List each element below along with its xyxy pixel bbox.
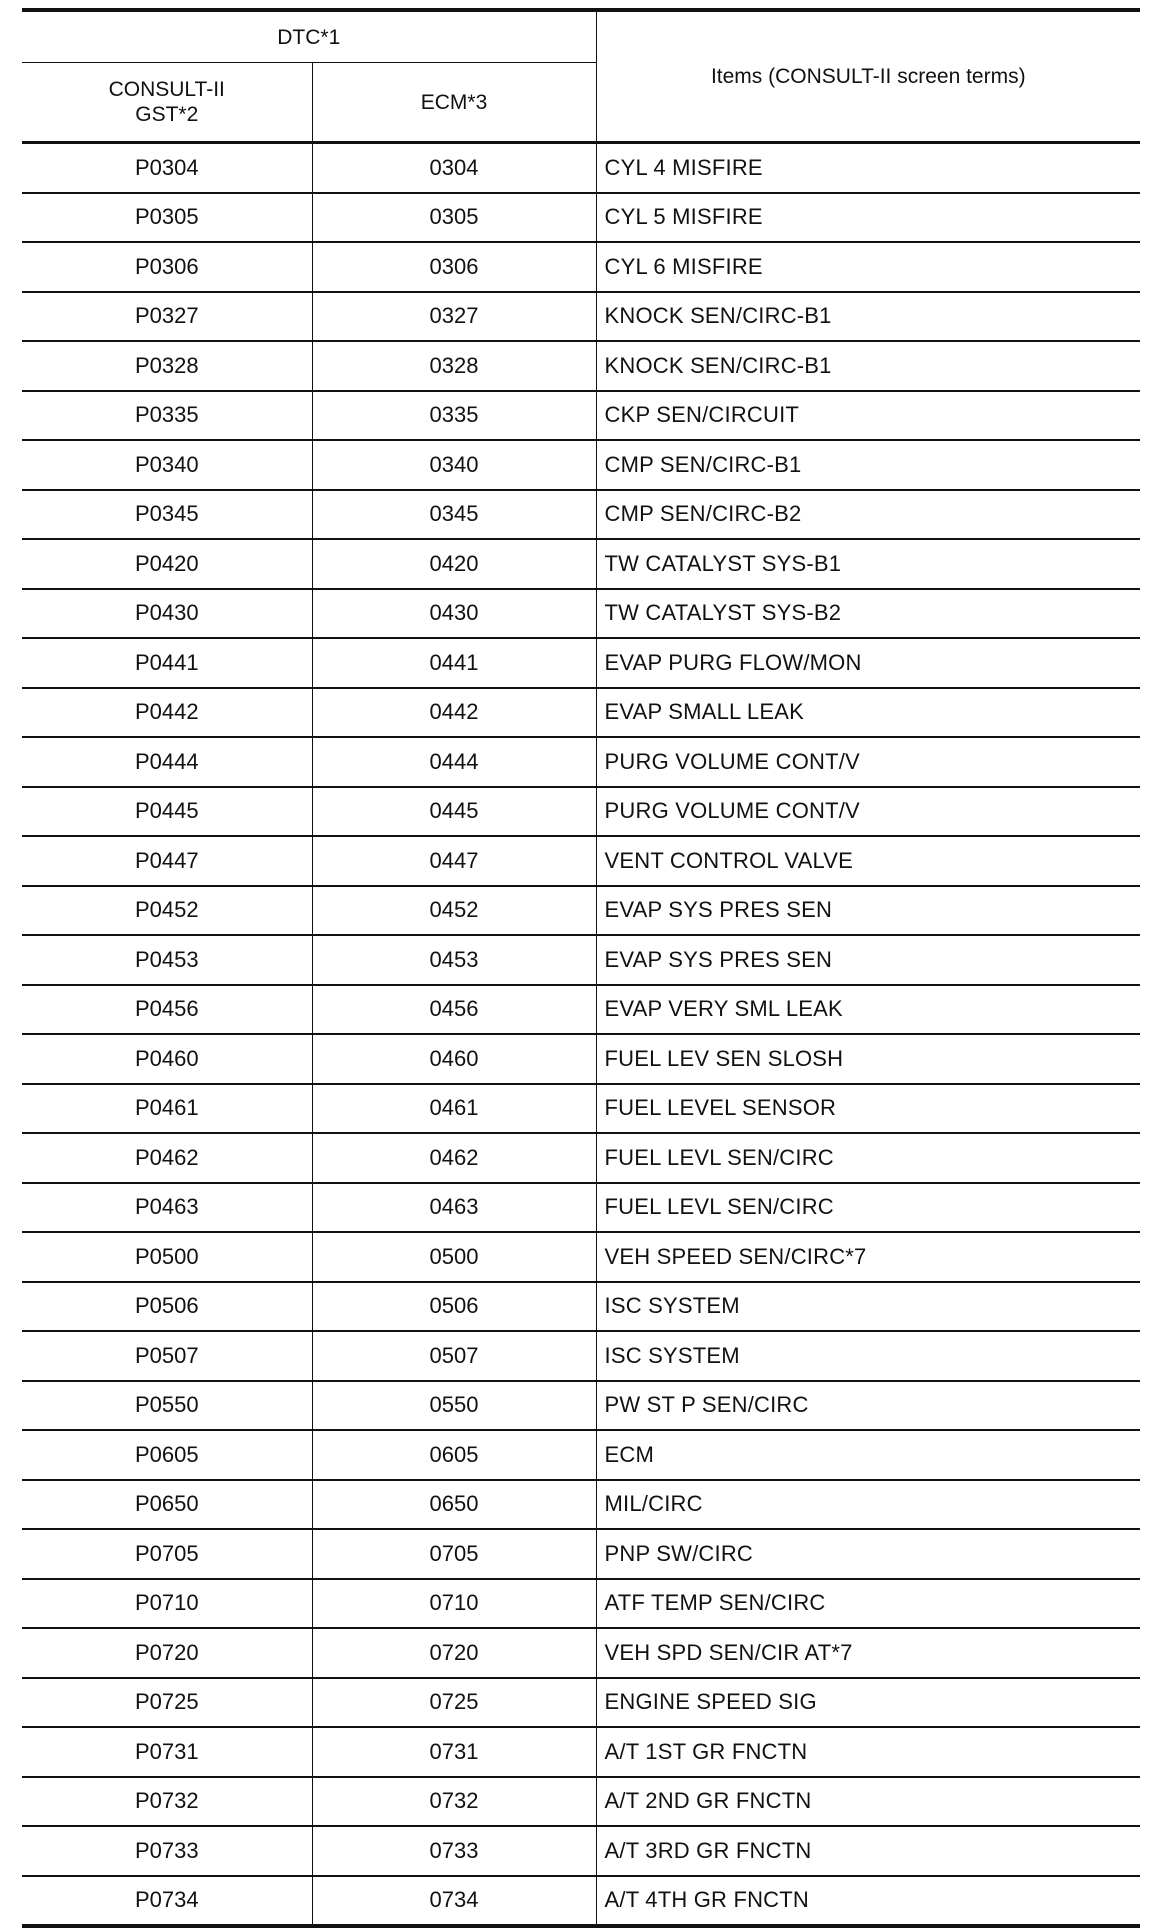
- ecm-code-cell: 0506: [312, 1282, 596, 1332]
- gst-code-cell: P0456: [22, 985, 312, 1035]
- item-name-cell: A/T 3RD GR FNCTN: [596, 1826, 1140, 1876]
- item-name-cell: FUEL LEVL SEN/CIRC: [596, 1183, 1140, 1233]
- item-name-cell: A/T 2ND GR FNCTN: [596, 1777, 1140, 1827]
- table-row: [22, 143, 1140, 193]
- item-name-cell: FUEL LEVEL SENSOR: [596, 1084, 1140, 1134]
- ecm-code-cell: 0734: [312, 1876, 596, 1927]
- ecm-code-cell: 0550: [312, 1381, 596, 1431]
- items-column-header: Items (CONSULT-II screen terms): [596, 10, 1140, 143]
- table-row: [22, 836, 1140, 886]
- gst-code-cell: P0430: [22, 589, 312, 639]
- ecm-code-cell: 0327: [312, 292, 596, 342]
- table-row: [22, 1826, 1140, 1876]
- item-name-cell: VENT CONTROL VALVE: [596, 836, 1140, 886]
- ecm-column-header: ECM*3: [312, 63, 596, 143]
- table-row: [22, 638, 1140, 688]
- table-row: [22, 985, 1140, 1035]
- table-row: [22, 737, 1140, 787]
- item-name-cell: PW ST P SEN/CIRC: [596, 1381, 1140, 1431]
- table-row: [22, 1282, 1140, 1332]
- table-row: [22, 1331, 1140, 1381]
- gst-header-line: GST*2: [135, 103, 199, 126]
- table-row: [22, 1529, 1140, 1579]
- gst-code-cell: P0306: [22, 242, 312, 292]
- item-name-cell: EVAP PURG FLOW/MON: [596, 638, 1140, 688]
- table-row: [22, 490, 1140, 540]
- ecm-code-cell: 0306: [312, 242, 596, 292]
- item-name-cell: VEH SPD SEN/CIR AT*7: [596, 1628, 1140, 1678]
- table-row: [22, 391, 1140, 441]
- gst-code-cell: P0335: [22, 391, 312, 441]
- ecm-code-cell: 0733: [312, 1826, 596, 1876]
- table-row: [22, 341, 1140, 391]
- gst-code-cell: P0328: [22, 341, 312, 391]
- table-row: [22, 242, 1140, 292]
- ecm-code-cell: 0720: [312, 1628, 596, 1678]
- gst-code-cell: P0460: [22, 1034, 312, 1084]
- gst-code-cell: P0453: [22, 935, 312, 985]
- item-name-cell: EVAP SMALL LEAK: [596, 688, 1140, 738]
- gst-code-cell: P0452: [22, 886, 312, 936]
- item-name-cell: ISC SYSTEM: [596, 1282, 1140, 1332]
- table-body: [22, 143, 1140, 1927]
- ecm-code-cell: 0452: [312, 886, 596, 936]
- ecm-code-cell: 0463: [312, 1183, 596, 1233]
- ecm-code-cell: 0345: [312, 490, 596, 540]
- item-name-cell: EVAP SYS PRES SEN: [596, 886, 1140, 936]
- item-name-cell: CYL 6 MISFIRE: [596, 242, 1140, 292]
- ecm-code-cell: 0447: [312, 836, 596, 886]
- table-row: [22, 1381, 1140, 1431]
- gst-code-cell: P0705: [22, 1529, 312, 1579]
- ecm-code-cell: 0442: [312, 688, 596, 738]
- table-row: [22, 1579, 1140, 1629]
- table-row: [22, 1480, 1140, 1530]
- ecm-code-cell: 0453: [312, 935, 596, 985]
- item-name-cell: PNP SW/CIRC: [596, 1529, 1140, 1579]
- gst-code-cell: P0720: [22, 1628, 312, 1678]
- ecm-code-cell: 0650: [312, 1480, 596, 1530]
- ecm-code-cell: 0731: [312, 1727, 596, 1777]
- table-row: [22, 193, 1140, 243]
- ecm-code-cell: 0710: [312, 1579, 596, 1629]
- gst-code-cell: P0733: [22, 1826, 312, 1876]
- table-row: [22, 886, 1140, 936]
- item-name-cell: CYL 4 MISFIRE: [596, 143, 1140, 193]
- item-name-cell: A/T 4TH GR FNCTN: [596, 1876, 1140, 1927]
- gst-code-cell: P0304: [22, 143, 312, 193]
- item-name-cell: ATF TEMP SEN/CIRC: [596, 1579, 1140, 1629]
- table-row: [22, 1084, 1140, 1134]
- table-row: [22, 1232, 1140, 1282]
- item-name-cell: FUEL LEV SEN SLOSH: [596, 1034, 1140, 1084]
- gst-code-cell: P0447: [22, 836, 312, 886]
- ecm-code-cell: 0305: [312, 193, 596, 243]
- gst-code-cell: P0507: [22, 1331, 312, 1381]
- gst-code-cell: P0650: [22, 1480, 312, 1530]
- item-name-cell: ECM: [596, 1430, 1140, 1480]
- gst-code-cell: P0340: [22, 440, 312, 490]
- gst-code-cell: P0305: [22, 193, 312, 243]
- gst-code-cell: P0725: [22, 1678, 312, 1728]
- ecm-code-cell: 0456: [312, 985, 596, 1035]
- table-row: [22, 589, 1140, 639]
- ecm-code-cell: 0500: [312, 1232, 596, 1282]
- ecm-code-cell: 0461: [312, 1084, 596, 1134]
- gst-code-cell: P0550: [22, 1381, 312, 1431]
- gst-code-cell: P0463: [22, 1183, 312, 1233]
- item-name-cell: A/T 1ST GR FNCTN: [596, 1727, 1140, 1777]
- gst-code-cell: P0605: [22, 1430, 312, 1480]
- item-name-cell: CYL 5 MISFIRE: [596, 193, 1140, 243]
- ecm-code-cell: 0441: [312, 638, 596, 688]
- table-row: [22, 1777, 1140, 1827]
- item-name-cell: ISC SYSTEM: [596, 1331, 1140, 1381]
- ecm-code-cell: 0328: [312, 341, 596, 391]
- gst-code-cell: P0734: [22, 1876, 312, 1927]
- item-name-cell: EVAP SYS PRES SEN: [596, 935, 1140, 985]
- gst-code-cell: P0420: [22, 539, 312, 589]
- item-name-cell: CKP SEN/CIRCUIT: [596, 391, 1140, 441]
- table-row: [22, 1183, 1140, 1233]
- ecm-code-cell: 0445: [312, 787, 596, 837]
- item-name-cell: CMP SEN/CIRC-B2: [596, 490, 1140, 540]
- item-name-cell: KNOCK SEN/CIRC-B1: [596, 341, 1140, 391]
- gst-code-cell: P0461: [22, 1084, 312, 1134]
- gst-code-cell: P0731: [22, 1727, 312, 1777]
- table-row: [22, 539, 1140, 589]
- item-name-cell: MIL/CIRC: [596, 1480, 1140, 1530]
- ecm-code-cell: 0420: [312, 539, 596, 589]
- gst-code-cell: P0462: [22, 1133, 312, 1183]
- gst-code-cell: P0500: [22, 1232, 312, 1282]
- gst-code-cell: P0732: [22, 1777, 312, 1827]
- ecm-code-cell: 0304: [312, 143, 596, 193]
- table-row: [22, 688, 1140, 738]
- item-name-cell: EVAP VERY SML LEAK: [596, 985, 1140, 1035]
- table-row: [22, 440, 1140, 490]
- item-name-cell: TW CATALYST SYS-B1: [596, 539, 1140, 589]
- item-name-cell: CMP SEN/CIRC-B1: [596, 440, 1140, 490]
- ecm-code-cell: 0605: [312, 1430, 596, 1480]
- table-row: [22, 1727, 1140, 1777]
- item-name-cell: KNOCK SEN/CIRC-B1: [596, 292, 1140, 342]
- item-name-cell: TW CATALYST SYS-B2: [596, 589, 1140, 639]
- consult-gst-column-header: [22, 63, 312, 143]
- ecm-code-cell: 0507: [312, 1331, 596, 1381]
- gst-code-cell: P0445: [22, 787, 312, 837]
- table-row: [22, 787, 1140, 837]
- gst-code-cell: P0345: [22, 490, 312, 540]
- table-row: [22, 1678, 1140, 1728]
- ecm-code-cell: 0335: [312, 391, 596, 441]
- item-name-cell: ENGINE SPEED SIG: [596, 1678, 1140, 1728]
- item-name-cell: FUEL LEVL SEN/CIRC: [596, 1133, 1140, 1183]
- item-name-cell: PURG VOLUME CONT/V: [596, 787, 1140, 837]
- gst-code-cell: P0444: [22, 737, 312, 787]
- table-header: [22, 10, 1140, 143]
- item-name-cell: VEH SPEED SEN/CIRC*7: [596, 1232, 1140, 1282]
- consult-header-line: CONSULT-II: [108, 78, 225, 101]
- ecm-code-cell: 0340: [312, 440, 596, 490]
- ecm-code-cell: 0430: [312, 589, 596, 639]
- dtc-group-header: DTC*1: [22, 10, 596, 63]
- gst-code-cell: P0441: [22, 638, 312, 688]
- table-row: [22, 1034, 1140, 1084]
- ecm-code-cell: 0460: [312, 1034, 596, 1084]
- ecm-code-cell: 0462: [312, 1133, 596, 1183]
- gst-code-cell: P0327: [22, 292, 312, 342]
- gst-code-cell: P0506: [22, 1282, 312, 1332]
- table-row: [22, 1628, 1140, 1678]
- ecm-code-cell: 0444: [312, 737, 596, 787]
- table-row: [22, 292, 1140, 342]
- ecm-code-cell: 0732: [312, 1777, 596, 1827]
- table-row: [22, 1133, 1140, 1183]
- gst-code-cell: P0442: [22, 688, 312, 738]
- item-name-cell: PURG VOLUME CONT/V: [596, 737, 1140, 787]
- table-row: [22, 1430, 1140, 1480]
- table-row: [22, 935, 1140, 985]
- ecm-code-cell: 0705: [312, 1529, 596, 1579]
- dtc-table: [22, 8, 1140, 1928]
- ecm-code-cell: 0725: [312, 1678, 596, 1728]
- table-row: [22, 1876, 1140, 1927]
- gst-code-cell: P0710: [22, 1579, 312, 1629]
